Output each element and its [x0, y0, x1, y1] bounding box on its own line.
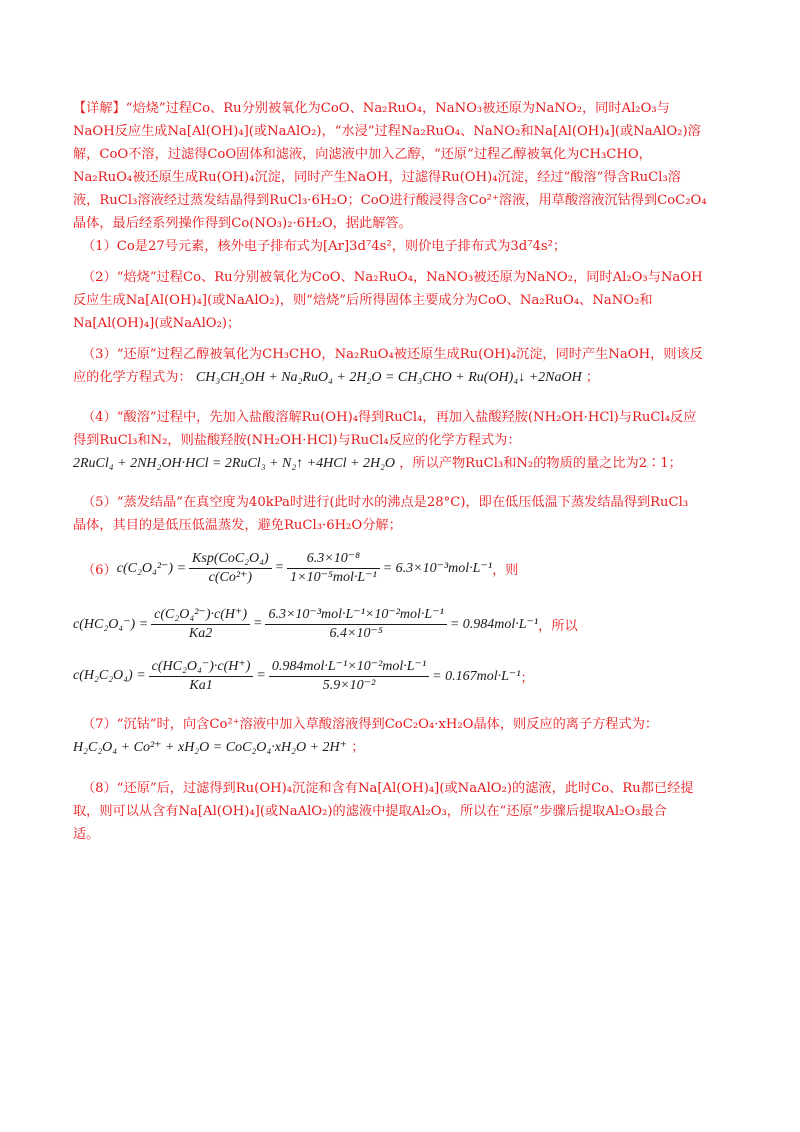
- text-line: 反应生成Na[Al(OH)₄](或NaAlO₂)，则“焙烧”后所得固体主要成分为CoO、Na₂RuO₄、NaNO₂和: [73, 293, 653, 308]
- text-line: NaOH反应生成Na[Al(OH)₄](或NaAlO₂)，“水浸”过程Na₂RuO₄、NaNO₂和Na[Al(OH)₄](或NaAlO₂)溶: [73, 124, 701, 139]
- question-3-answer: [73, 343, 742, 389]
- question-6-label: （6）: [82, 562, 117, 578]
- text-line: 得到RuCl₃和N₂，则盐酸羟胺(NH₂OH·HCl)与RuCl₄反应的化学方程式为：: [73, 433, 521, 448]
- question-7-answer: [73, 713, 742, 759]
- fraction-denominator: c(Co²⁺): [208, 569, 253, 585]
- equation-result: = 0.167mol·L⁻¹: [432, 668, 521, 684]
- text-line: 适。: [73, 827, 100, 842]
- equation-suffix: ；: [351, 740, 365, 755]
- fraction-numerator: c(C₂O₄²⁻)·c(H⁺): [151, 606, 250, 625]
- equation-lhs: c(HC₂O₄⁻) =: [73, 616, 149, 632]
- equation-suffix: ；: [520, 670, 534, 686]
- chemical-equation: CH₃CH₂OH + Na₂RuO₄ + 2H₂O = CH₃CHO + Ru(OH)₄↓ +2NaOH: [195, 370, 582, 385]
- fraction-numerator: 6.3×10⁻⁸: [287, 550, 380, 569]
- text-line: 晶体，其目的是低压低温蒸发，避免RuCl₃·6H₂O分解；: [73, 518, 402, 533]
- text-line: 晶体，最后经系列操作得到Co(NO₃)₂·6H₂O，据此解答。: [73, 216, 412, 231]
- text-line: 解，CoO不溶，过滤得CoO固体和滤液，向滤液中加入乙醇，“还原”过程乙醇被氧化为CH₃CHO，: [73, 147, 652, 162]
- fraction: [265, 606, 446, 643]
- text-line: （2）“焙烧”过程Co、Ru分别被氧化为CoO、Na₂RuO₄，NaNO₃被还原为NaNO₂，同时Al₂O₃与NaOH: [82, 270, 703, 285]
- fraction-denominator: Ka2: [188, 625, 213, 641]
- text-line: （7）“沉钴”时，向含Co²⁺溶液中加入草酸溶液得到CoC₂O₄·xH₂O晶体，则反应的离子方程式为：: [82, 717, 659, 732]
- text-line: （5）“蒸发结晶”在真空度为40kPa时进行(此时水的沸点是28°C)，即在低压低温下蒸发结晶得到RuCl₃: [82, 495, 689, 510]
- text-line: 取，则可以从含有Na[Al(OH)₄](或NaAlO₂)的滤液中提取Al₂O₃，所以在“还原”步骤后提取Al₂O₃最合: [73, 804, 667, 819]
- fraction-denominator: 1×10⁻⁵mol·L⁻¹: [290, 569, 377, 585]
- equation-result: = 6.3×10⁻³mol·L⁻¹: [382, 560, 493, 576]
- fraction-denominator: Ka1: [189, 677, 213, 693]
- equation-line: [73, 366, 742, 389]
- equation-prefix: 应的化学方程式为：: [73, 370, 192, 385]
- question-5-answer: [73, 491, 742, 537]
- text-line: （3）“还原”过程乙醇被氧化为CH₃CHO，Na₂RuO₄被还原生成Ru(OH)₄沉淀，同时产生NaOH，则该反: [82, 347, 703, 362]
- equation-suffix: ，则: [492, 562, 519, 578]
- fraction-denominator: 6.4×10⁻⁵: [329, 625, 383, 641]
- text-line: Na₂RuO₄被还原生成Ru(OH)₄沉淀，同时产生NaOH，过滤得Ru(OH)₄沉淀，经过“酸溶”得含RuCl₃溶: [73, 170, 681, 185]
- fraction: [151, 606, 250, 643]
- fraction-numerator: 0.984mol·L⁻¹×10⁻²mol·L⁻¹: [269, 658, 429, 677]
- question-6-equation-1: （6） c(C₂O₄²⁻) = $\frac{\text{Ksp(CoC₂O₄)}}{\text{c(Co²⁺)}}$ = $\frac{\text{6.3×10⁻⁸}}{\text{1×10⁻⁵mol·L⁻¹}}$ = 6.3×10⁻³mol·L⁻¹ ，则: [82, 550, 519, 585]
- text-line: （8）“还原”后，过滤得到Ru(OH)₄沉淀和含有Na[Al(OH)₄](或NaAlO₂)的滤液，此时Co、Ru都已经提: [82, 781, 694, 796]
- question-6-equation-2: c(HC₂O₄⁻) = $\frac{\text{c(C₂O₄²⁻)·c(H⁺)}}{Ka2}$ = $\frac{\text{6.3×10⁻³mol·L⁻¹×10⁻²mol·L⁻¹}}{\text{6.4×10⁻⁵}}$ = 0.984mol·L⁻¹ ，所以: [73, 606, 578, 641]
- text-line: Na[Al(OH)₄](或NaAlO₂)；: [73, 316, 241, 331]
- fraction: [189, 550, 272, 587]
- equation-line: [73, 452, 742, 475]
- equation-result: = 0.984mol·L⁻¹: [449, 616, 539, 632]
- equation-suffix: ；: [585, 370, 600, 385]
- chemical-equation: 2RuCl₄ + 2NH₂OH·HCl = 2RuCl₃ + N₂↑ +4HCl + 2H₂O: [73, 456, 396, 471]
- fraction: [287, 550, 380, 587]
- text-line: 液，RuCl₃溶液经过蒸发结晶得到RuCl₃·6H₂O；CoO进行酸浸得含Co²⁺溶液，用草酸溶液沉钴得到CoC₂O₄: [73, 193, 707, 208]
- detail-paragraph: [73, 97, 733, 235]
- question-1-answer: [82, 235, 742, 258]
- equation-suffix: ，所以: [538, 618, 578, 634]
- text-line: 【详解】“焙烧”过程Co、Ru分别被氧化为CoO、Na₂RuO₄，NaNO₃被还原为NaNO₂，同时Al₂O₃与: [73, 101, 670, 116]
- fraction-numerator: Ksp(CoC₂O₄): [189, 550, 272, 569]
- fraction: [149, 658, 254, 695]
- question-4-answer: [73, 406, 742, 475]
- equation-line: [73, 736, 742, 759]
- text-line: （4）“酸溶”过程中，先加入盐酸溶解Ru(OH)₄得到RuCl₄，再加入盐酸羟胺(NH₂OH·HCl)与RuCl₄反应: [82, 410, 697, 425]
- fraction: [269, 658, 429, 695]
- text-line: （1）Co是27号元素，核外电子排布式为[Ar]3d⁷4s²，则价电子排布式为3d⁷4s²；: [82, 239, 567, 254]
- fraction-numerator: c(HC₂O₄⁻)·c(H⁺): [149, 658, 254, 677]
- ionic-equation: H₂C₂O₄ + Co²⁺ + xH₂O = CoC₂O₄·xH₂O + 2H⁺: [73, 740, 347, 755]
- fraction-numerator: 6.3×10⁻³mol·L⁻¹×10⁻²mol·L⁻¹: [265, 606, 446, 625]
- equation-lhs: c(H₂C₂O₄) =: [73, 668, 146, 683]
- question-8-answer: [73, 777, 742, 846]
- fraction-denominator: 5.9×10⁻²: [322, 677, 376, 693]
- question-2-answer: [73, 266, 742, 335]
- equation-lhs: c(C₂O₄²⁻) =: [116, 560, 187, 576]
- question-6-equation-3: c(H₂C₂O₄) = $\frac{\text{c(HC₂O₄⁻)·c(H⁺)}}{Ka1}$ = $\frac{\text{0.984mol·L⁻¹×10⁻²mol·L⁻¹}}{\text{5.9×10⁻²}}$ = 0.167mol·L⁻¹ ；: [73, 658, 534, 693]
- equation-suffix: ，所以产物RuCl₃和N₂的物质的量之比为2∶1；: [399, 456, 682, 471]
